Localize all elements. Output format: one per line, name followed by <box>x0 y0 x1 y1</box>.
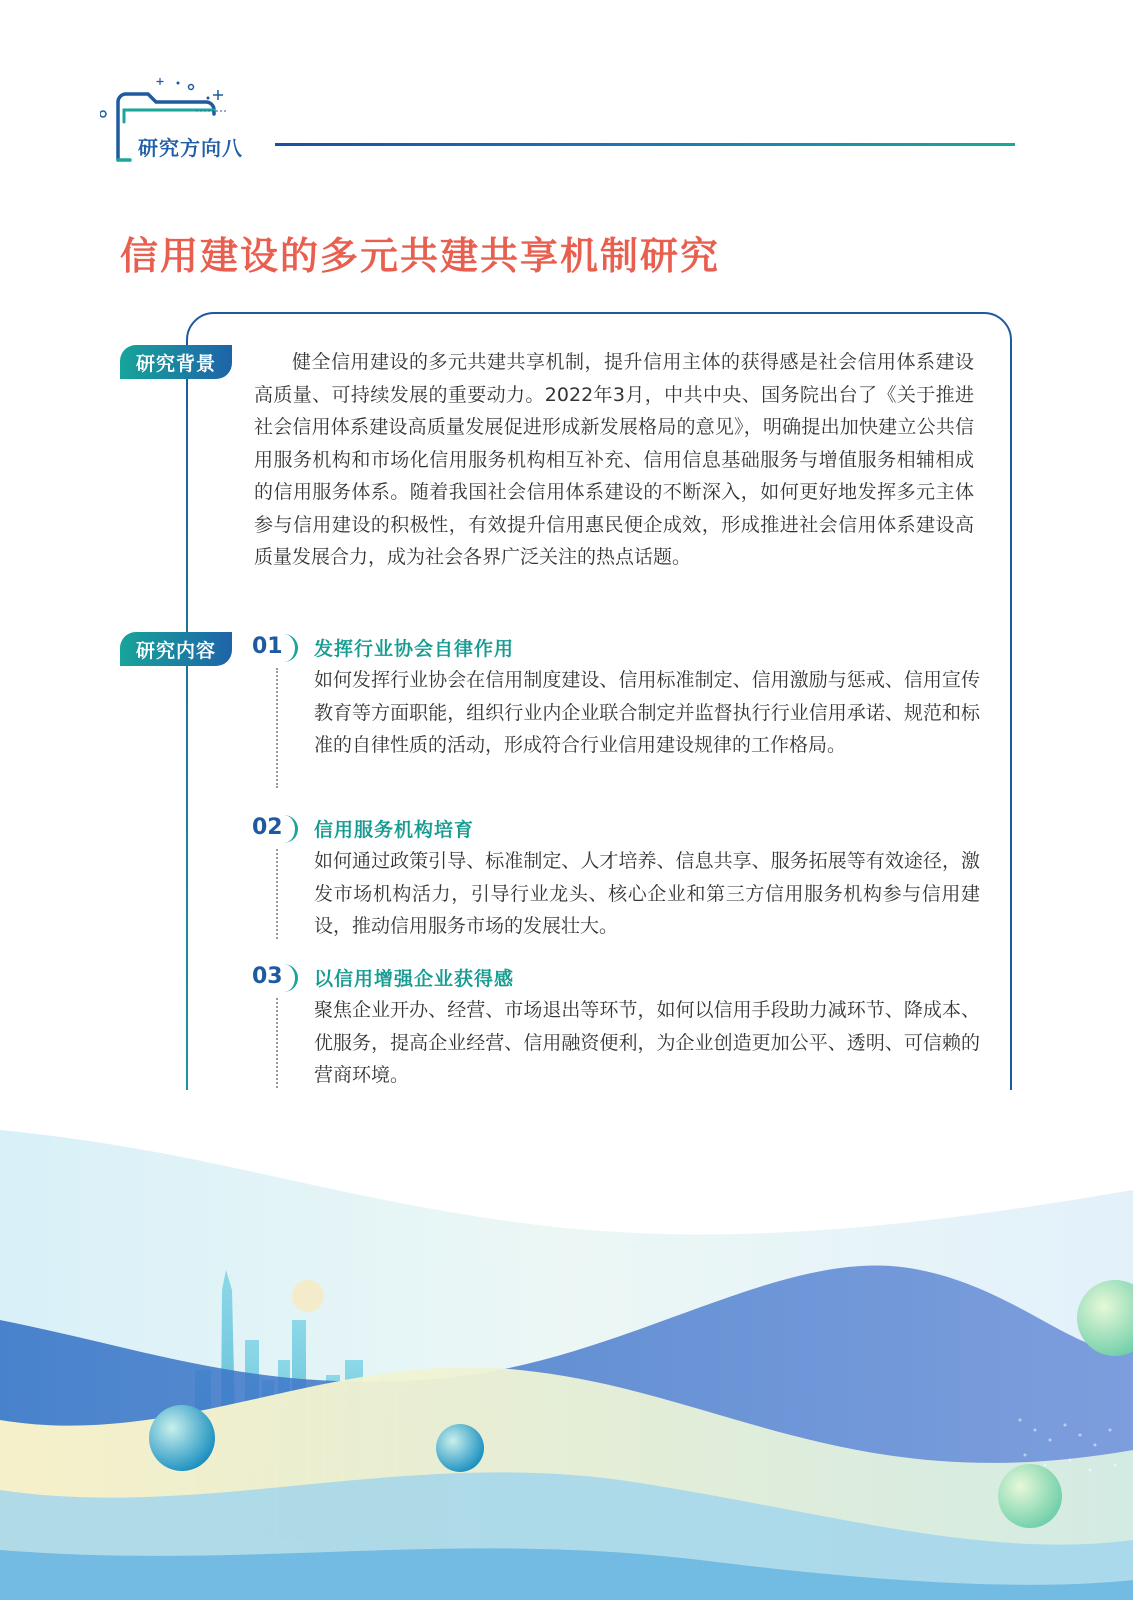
item-text: 如何发挥行业协会在信用制度建设、信用标准制定、信用激励与惩戒、信用宣传教育等方面职能，组织行业内企业联合制定并监督执行行业信用承诺、规范和标准的自律性质的活动，形成符合行业信用建设规律的工作格局。 <box>314 669 980 756</box>
background-label: 研究背景 <box>120 345 232 379</box>
item-title: 发挥行业协会自律作用 <box>314 638 515 660</box>
item-title: 信用服务机构培育 <box>314 819 475 841</box>
header-divider <box>275 143 1015 146</box>
sphere-decoration <box>292 1280 324 1312</box>
sphere-decoration <box>998 1464 1062 1528</box>
background-text: 健全信用建设的多元共建共享机制，提升信用主体的获得感是社会信用体系建设高质量、可持续发展的重要动力。2022年3月，中共中央、国务院出台了《关于推进社会信用体系建设高质量发展促进形成新发展格局的意见》，明确提出加快建立公共信用服务机构和市场化信用服务机构相互补充、信用信息基础服务与增值服务相辅相成的信用服务体系。随着我国社会信用体系建设的不断深入，如何更好地发挥多元主体参与信用建设的积极性，有效提升信用惠民便企成效，形成推进社会信用体系建设高质量发展合力，成为社会各界广泛关注的热点话题。 <box>254 351 974 568</box>
section-tag: 研究方向八 <box>138 136 243 160</box>
dotted-connector <box>276 998 278 1088</box>
content-label: 研究内容 <box>120 632 232 666</box>
item-text: 聚焦企业开办、经营、市场退出等环节，如何以信用手段助力减环节、降成本、优服务，提高企业经营、信用融资便利，为企业创造更加公平、透明、可信赖的营商环境。 <box>314 999 980 1086</box>
item-text: 如何通过政策引导、标准制定、人才培养、信息共享、服务拓展等有效途径，激发市场机构活力，引导行业龙头、核心企业和第三方信用服务机构参与信用建设，推动信用服务市场的发展壮大。 <box>314 850 980 937</box>
section-header <box>100 70 1020 180</box>
item-number: 02 <box>252 815 298 847</box>
item-number: 03 <box>252 964 298 996</box>
dotted-connector <box>276 668 278 788</box>
item-number: 01 <box>252 634 298 666</box>
sphere-decoration <box>149 1405 215 1471</box>
sphere-decoration <box>436 1424 484 1472</box>
research-item <box>252 634 992 794</box>
item-title: 以信用增强企业获得感 <box>314 968 515 990</box>
research-item <box>252 815 992 945</box>
page-title: 信用建设的多元共建共享机制研究 <box>120 233 721 278</box>
decorative-wave-background <box>0 1090 1133 1600</box>
research-item <box>252 964 992 1094</box>
dotted-connector <box>276 849 278 939</box>
